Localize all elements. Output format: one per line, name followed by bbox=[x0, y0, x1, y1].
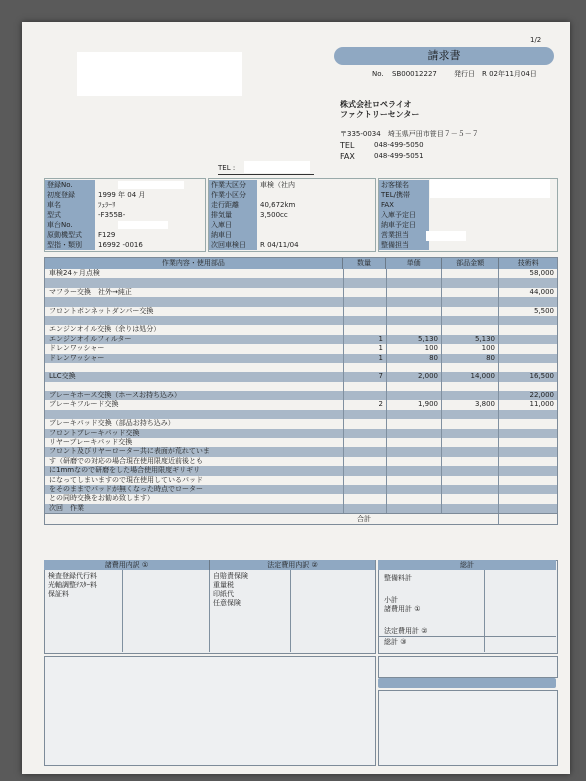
cell-parts bbox=[442, 410, 499, 419]
cell-unit bbox=[387, 391, 442, 400]
tel-underline bbox=[218, 174, 314, 175]
cell-parts: 100 bbox=[442, 344, 499, 353]
document-title: 請求書 bbox=[334, 47, 554, 65]
redacted-reg bbox=[118, 181, 184, 189]
cell-parts bbox=[442, 438, 499, 447]
total-item-legal: 法定費用計 ② bbox=[384, 627, 428, 635]
client-label: 納車予定日 bbox=[379, 220, 429, 230]
cell-qty bbox=[344, 307, 387, 316]
notes-panel-right bbox=[378, 690, 558, 766]
cell-desc: リヤーブレーキパッド交換 bbox=[45, 438, 344, 447]
cell-labor bbox=[499, 344, 557, 353]
cell-unit bbox=[387, 363, 442, 372]
cell-desc: エンジンオイル交換（余りは処分） bbox=[45, 325, 344, 334]
work-value: 車検（社内 bbox=[260, 181, 295, 189]
total-item-grand: 総計 ③ bbox=[384, 638, 407, 646]
redacted-staff bbox=[426, 231, 466, 241]
cell-unit bbox=[387, 288, 442, 297]
cell-parts: 14,000 bbox=[442, 372, 499, 381]
total-item-subtotal: 小計 bbox=[384, 596, 398, 604]
table-row bbox=[45, 466, 557, 475]
table-row bbox=[45, 438, 557, 447]
cell-unit bbox=[387, 382, 442, 391]
cell-parts bbox=[442, 504, 499, 513]
cell-desc: エンジンオイルフィルター bbox=[45, 335, 344, 344]
cell-unit bbox=[387, 466, 442, 475]
vehicle-label: 型指・類別 bbox=[45, 240, 95, 250]
table-row bbox=[45, 269, 557, 278]
table-row bbox=[45, 382, 557, 391]
cell-unit bbox=[387, 297, 442, 306]
company-address: 〒335-0034 埼玉県戸田市笹目７－５－７ bbox=[340, 130, 479, 138]
cell-desc: マフラー交換 社外→純正 bbox=[45, 288, 344, 297]
cell-desc bbox=[45, 382, 344, 391]
cell-unit: 5,130 bbox=[387, 335, 442, 344]
legal-fee-item: 任意保険 bbox=[213, 599, 241, 607]
page-number: 1/2 bbox=[530, 36, 542, 44]
cell-labor: 16,500 bbox=[529, 372, 554, 381]
cell-desc: す（研磨での対応の場合現在使用限度近前後とも bbox=[45, 457, 344, 466]
cell-qty: 1 bbox=[344, 344, 387, 353]
vehicle-value: 1999 年 04 月 bbox=[98, 191, 146, 199]
table-row bbox=[45, 457, 557, 466]
cell-labor bbox=[499, 325, 557, 334]
cell-desc bbox=[45, 278, 344, 287]
company-tel-label: TEL bbox=[340, 141, 355, 150]
total-item-misc: 諸費用計 ① bbox=[384, 605, 421, 613]
cell-labor bbox=[499, 476, 557, 485]
cell-labor bbox=[499, 419, 557, 428]
redacted-chassis bbox=[118, 221, 168, 229]
cell-unit bbox=[387, 476, 442, 485]
cell-parts bbox=[442, 476, 499, 485]
cell-qty: 1 bbox=[344, 354, 387, 363]
cell-parts bbox=[442, 419, 499, 428]
cell-parts bbox=[442, 429, 499, 438]
work-label: 排気量 bbox=[209, 210, 257, 220]
legal-fee-item: 重量税 bbox=[213, 581, 234, 589]
misc-fees-title: 諸費用内訳 ① bbox=[44, 560, 209, 570]
cell-labor bbox=[499, 410, 557, 419]
cell-parts bbox=[442, 382, 499, 391]
cell-qty bbox=[344, 466, 387, 475]
client-label: お客様名 bbox=[379, 180, 429, 190]
vehicle-label: 車台No. bbox=[45, 220, 95, 230]
cell-labor bbox=[499, 447, 557, 456]
redacted-tel bbox=[244, 161, 310, 173]
cell-qty bbox=[344, 485, 387, 494]
cell-labor bbox=[499, 382, 557, 391]
doc-no-label: No. bbox=[372, 70, 384, 78]
cell-desc: ブレーキフルード交換 bbox=[45, 400, 344, 409]
table-row bbox=[45, 278, 557, 287]
table-row bbox=[45, 476, 557, 485]
header-parts: 部品金額 bbox=[442, 258, 500, 269]
vehicle-label: 車名 bbox=[45, 200, 95, 210]
client-label: FAX bbox=[379, 200, 429, 210]
cell-parts bbox=[442, 297, 499, 306]
cell-desc: ドレンワッシャー bbox=[45, 344, 344, 353]
cell-labor: 11,000 bbox=[529, 400, 554, 409]
cell-qty bbox=[344, 325, 387, 334]
header-labor: 技術料 bbox=[517, 259, 539, 267]
legal-fee-item: 印紙代 bbox=[213, 590, 234, 598]
table-row bbox=[45, 419, 557, 428]
misc-fee-item: 検査登録代行料 bbox=[48, 572, 97, 580]
cell-qty bbox=[344, 504, 387, 513]
table-row bbox=[45, 410, 557, 419]
cell-qty bbox=[344, 494, 387, 503]
cell-unit: 100 bbox=[387, 344, 442, 353]
cell-unit bbox=[387, 410, 442, 419]
table-header bbox=[45, 258, 557, 269]
cell-labor bbox=[499, 485, 557, 494]
cell-unit bbox=[387, 307, 442, 316]
table-row bbox=[45, 485, 557, 494]
company-fax-label: FAX bbox=[340, 152, 355, 161]
table-row bbox=[45, 447, 557, 456]
cell-labor bbox=[499, 316, 557, 325]
cell-parts bbox=[442, 288, 499, 297]
work-label: 走行距離 bbox=[209, 200, 257, 210]
cell-labor bbox=[499, 438, 557, 447]
table-row bbox=[45, 325, 557, 334]
cell-parts bbox=[442, 316, 499, 325]
cell-labor bbox=[499, 363, 557, 372]
table-row bbox=[45, 288, 557, 297]
cell-qty bbox=[344, 288, 387, 297]
cell-parts bbox=[442, 485, 499, 494]
issue-date-label: 発行日 bbox=[454, 70, 475, 78]
cell-desc: ブレーキホース交換（ホースお持ち込み） bbox=[45, 391, 344, 400]
table-row bbox=[45, 316, 557, 325]
cell-unit bbox=[387, 316, 442, 325]
cell-unit bbox=[387, 325, 442, 334]
total-label: 合計 bbox=[357, 515, 371, 524]
cell-qty bbox=[344, 457, 387, 466]
redacted-client bbox=[430, 179, 550, 198]
cell-qty bbox=[344, 419, 387, 428]
cell-qty: 7 bbox=[344, 372, 387, 381]
vehicle-label: 登録No. bbox=[45, 180, 95, 190]
cell-desc: ブレーキパッド交換（部品お持ち込み） bbox=[45, 419, 344, 428]
cell-desc bbox=[45, 410, 344, 419]
cell-labor: 5,500 bbox=[533, 306, 554, 315]
cell-labor bbox=[499, 297, 557, 306]
cell-qty bbox=[344, 391, 387, 400]
table-row bbox=[45, 363, 557, 372]
work-label: 作業小区分 bbox=[209, 190, 257, 200]
header-qty: 数量 bbox=[343, 258, 387, 269]
legal-fees-title: 法定費用内訳 ② bbox=[209, 560, 375, 570]
cell-parts bbox=[442, 457, 499, 466]
invoice-paper bbox=[22, 22, 570, 774]
client-label: 整備担当 bbox=[379, 240, 429, 250]
cell-unit bbox=[387, 485, 442, 494]
cell-unit bbox=[387, 494, 442, 503]
notes-header-bar bbox=[378, 678, 556, 688]
legal-fee-item: 自賠責保険 bbox=[213, 572, 248, 580]
cell-desc bbox=[45, 316, 344, 325]
work-value: R 04/11/04 bbox=[260, 241, 299, 249]
total-title: 総計 bbox=[378, 560, 556, 570]
table-row bbox=[45, 391, 557, 400]
cell-labor bbox=[499, 494, 557, 503]
cell-parts: 3,800 bbox=[442, 400, 499, 409]
work-label: 入庫日 bbox=[209, 220, 257, 230]
doc-no: SB00012227 bbox=[392, 70, 437, 78]
vehicle-label: 原動機型式 bbox=[45, 230, 95, 240]
cell-qty bbox=[344, 363, 387, 372]
cell-unit bbox=[387, 278, 442, 287]
cell-unit bbox=[387, 447, 442, 456]
cell-parts bbox=[442, 269, 499, 278]
work-label: 作業大区分 bbox=[209, 180, 257, 190]
cell-labor bbox=[499, 354, 557, 363]
cell-parts bbox=[442, 363, 499, 372]
cell-desc: になってしまいますので現在使用しているパッド bbox=[45, 476, 344, 485]
misc-fee-item: 保証料 bbox=[48, 590, 69, 598]
total-item-maintenance: 整備料計 bbox=[384, 574, 412, 582]
cell-labor bbox=[499, 335, 557, 344]
cell-labor bbox=[499, 504, 557, 513]
cell-desc: LLC交換 bbox=[45, 372, 344, 381]
table-row bbox=[45, 504, 557, 513]
table-row bbox=[45, 429, 557, 438]
cell-unit bbox=[387, 438, 442, 447]
customer-tel-label: TEL : bbox=[218, 164, 236, 172]
cell-labor: 44,000 bbox=[529, 287, 554, 296]
cell-labor bbox=[499, 278, 557, 287]
company-division: ファクトリーセンター bbox=[340, 110, 420, 119]
company-fax: 048-499-5051 bbox=[374, 152, 424, 160]
header-desc: 作業内容・使用部品 bbox=[45, 258, 343, 269]
cell-qty bbox=[344, 297, 387, 306]
cell-desc: に1mmなので研磨をした場合使用限度ギリギリ bbox=[45, 466, 344, 475]
cell-desc: フロント及びリヤーローター共に表面が荒れていま bbox=[45, 447, 344, 456]
cell-labor bbox=[499, 466, 557, 475]
table-body bbox=[45, 269, 557, 513]
client-label: 営業担当 bbox=[379, 230, 429, 240]
work-label: 納車日 bbox=[209, 230, 257, 240]
cell-qty: 1 bbox=[344, 335, 387, 344]
cell-parts bbox=[442, 278, 499, 287]
cell-unit bbox=[387, 419, 442, 428]
vehicle-value: F129 bbox=[98, 231, 116, 239]
table-row bbox=[45, 307, 557, 316]
cell-unit: 1,900 bbox=[387, 400, 442, 409]
cell-qty bbox=[344, 447, 387, 456]
cell-unit: 2,000 bbox=[387, 372, 442, 381]
table-row bbox=[45, 372, 557, 381]
work-label: 次回車検日 bbox=[209, 240, 257, 250]
table-row bbox=[45, 354, 557, 363]
cell-parts bbox=[442, 325, 499, 334]
cell-qty bbox=[344, 476, 387, 485]
cell-parts bbox=[442, 391, 499, 400]
cell-qty bbox=[344, 429, 387, 438]
cell-desc bbox=[45, 363, 344, 372]
cell-qty bbox=[344, 410, 387, 419]
cell-qty bbox=[344, 269, 387, 278]
company-name: 株式会社ロペライオ bbox=[340, 100, 412, 109]
vehicle-label: 初度登録 bbox=[45, 190, 95, 200]
table-row bbox=[45, 400, 557, 409]
misc-fee-item: 光軸調整ﾃｽﾀｰ料 bbox=[48, 581, 97, 589]
cell-unit: 80 bbox=[387, 354, 442, 363]
total-row bbox=[45, 513, 557, 524]
cell-desc: フロントブレーキパッド交換 bbox=[45, 429, 344, 438]
client-label: TEL/携帯 bbox=[379, 190, 429, 200]
table-row bbox=[45, 344, 557, 353]
cell-qty: 2 bbox=[344, 400, 387, 409]
cell-qty bbox=[344, 316, 387, 325]
cell-parts bbox=[442, 307, 499, 316]
cell-unit bbox=[387, 269, 442, 278]
cell-labor bbox=[499, 457, 557, 466]
cell-parts: 80 bbox=[442, 354, 499, 363]
vehicle-value: 16992 -0016 bbox=[98, 241, 143, 249]
cell-parts bbox=[442, 447, 499, 456]
work-value: 3,500cc bbox=[260, 211, 288, 219]
table-row bbox=[45, 297, 557, 306]
notes-panel-left bbox=[44, 656, 376, 766]
header-unit: 単価 bbox=[386, 258, 442, 269]
notes-panel-right-top bbox=[378, 656, 558, 678]
table-row bbox=[45, 335, 557, 344]
cell-desc: 車検24ヶ月点検 bbox=[45, 269, 344, 278]
client-label: 入庫予定日 bbox=[379, 210, 429, 220]
cell-desc: フロントボンネットダンパー交換 bbox=[45, 307, 344, 316]
vehicle-label: 型式 bbox=[45, 210, 95, 220]
cell-desc: をそのままでパッドが無くなった時点でローター bbox=[45, 485, 344, 494]
cell-unit bbox=[387, 504, 442, 513]
vehicle-value: ﾌｪﾗｰﾘ bbox=[98, 201, 116, 209]
work-value: 40,672km bbox=[260, 201, 296, 209]
issue-date: R 02年11月04日 bbox=[482, 70, 537, 78]
cell-labor: 22,000 bbox=[529, 391, 554, 400]
vehicle-value: -F355B- bbox=[98, 211, 126, 219]
cell-parts bbox=[442, 494, 499, 503]
cell-labor bbox=[499, 429, 557, 438]
cell-parts bbox=[442, 466, 499, 475]
cell-unit bbox=[387, 457, 442, 466]
redacted-area bbox=[77, 52, 242, 96]
cell-unit bbox=[387, 429, 442, 438]
cell-parts: 5,130 bbox=[442, 335, 499, 344]
cell-desc: 次回 作業 bbox=[45, 504, 344, 513]
work-items-table bbox=[44, 257, 558, 525]
company-tel: 048-499-5050 bbox=[374, 141, 424, 149]
cell-qty bbox=[344, 382, 387, 391]
cell-labor: 58,000 bbox=[529, 269, 554, 277]
cell-desc: との同時交換をお勧め致します） bbox=[45, 494, 344, 503]
cell-desc bbox=[45, 297, 344, 306]
cell-desc: ドレンワッシャー bbox=[45, 354, 344, 363]
cell-qty bbox=[344, 438, 387, 447]
cell-qty bbox=[344, 278, 387, 287]
table-row bbox=[45, 494, 557, 503]
